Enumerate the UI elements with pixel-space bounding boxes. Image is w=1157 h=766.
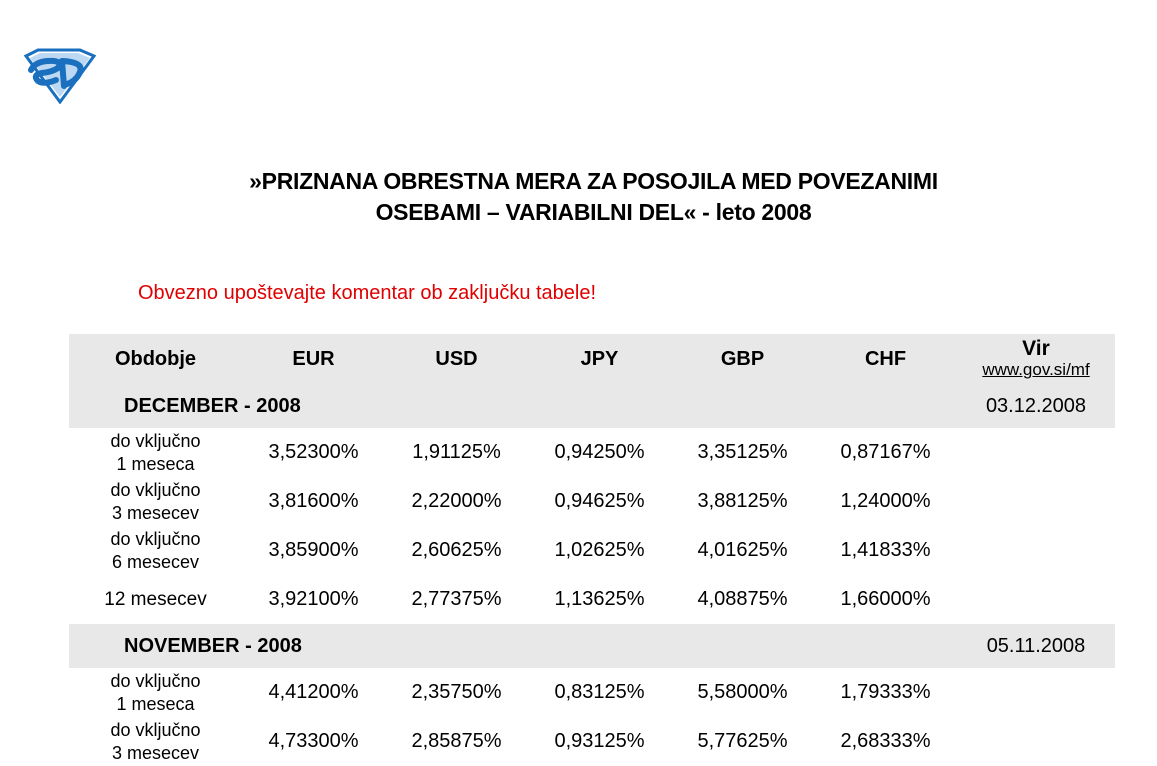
period-line: 1 meseca	[116, 693, 195, 714]
usd-cell: 2,60625%	[411, 539, 502, 561]
eur-cell: 3,52300%	[268, 441, 359, 463]
period-line: do vključno	[110, 479, 201, 500]
chf-cell: 0,87167%	[840, 441, 931, 463]
period-line: 3 mesecev	[111, 742, 200, 763]
source-cell	[957, 526, 1115, 575]
table-row	[69, 428, 1115, 477]
header-chf: CHF	[814, 334, 957, 384]
chf-cell: 1,41833%	[840, 539, 931, 561]
header-gbp: GBP	[671, 334, 814, 384]
period-cell	[69, 717, 242, 766]
eur-cell: 3,92100%	[268, 588, 359, 610]
eur-cell: 3,81600%	[268, 490, 359, 512]
table-row	[69, 575, 1115, 624]
logo-icon	[22, 48, 96, 104]
table-row	[69, 668, 1115, 717]
header-period: Obdobje	[69, 334, 242, 384]
jpy-cell: 0,93125%	[554, 730, 645, 752]
jpy-cell: 1,13625%	[554, 588, 645, 610]
table-row	[69, 717, 1115, 766]
header-usd: USD	[385, 334, 528, 384]
period-line: do vključno	[110, 719, 201, 740]
gbp-cell: 5,77625%	[697, 730, 788, 752]
month-name: NOVEMBER - 2008	[69, 624, 957, 668]
period-line: 3 mesecev	[111, 502, 200, 523]
gbp-cell: 3,88125%	[697, 490, 788, 512]
company-logo	[22, 48, 96, 104]
title-line-2: OSEBAMI – VARIABILNI DEL« - leto 2008	[375, 199, 812, 225]
source-cell	[957, 428, 1115, 477]
header-jpy: JPY	[528, 334, 671, 384]
chf-cell: 1,24000%	[840, 490, 931, 512]
gbp-cell: 3,35125%	[697, 441, 788, 463]
title-line-1: »PRIZNANA OBRESTNA MERA ZA POSOJILA MED POVEZANIMI	[249, 168, 938, 194]
jpy-cell: 1,02625%	[554, 539, 645, 561]
month-row-december	[69, 384, 1115, 428]
table-header-row	[69, 334, 1115, 384]
eur-cell: 4,73300%	[268, 730, 359, 752]
header-source	[957, 334, 1115, 384]
period-line: do vključno	[110, 528, 201, 549]
period-cell: 12 mesecev	[104, 589, 207, 610]
eur-cell: 3,85900%	[268, 539, 359, 561]
usd-cell: 2,22000%	[411, 490, 502, 512]
month-row-november	[69, 624, 1115, 668]
gbp-cell: 5,58000%	[697, 681, 788, 703]
gbp-cell: 4,08875%	[697, 588, 788, 610]
notice-text: Obvezno upoštevajte komentar ob zaključku tabele!	[138, 282, 597, 304]
period-line: do vključno	[110, 670, 201, 691]
header-source-label: Vir	[1022, 337, 1050, 360]
period-line: 6 mesecev	[111, 551, 200, 572]
usd-cell: 2,77375%	[411, 588, 502, 610]
table-row	[69, 477, 1115, 526]
period-cell	[69, 428, 242, 477]
month-date: 03.12.2008	[957, 384, 1115, 428]
jpy-cell: 0,83125%	[554, 681, 645, 703]
jpy-cell: 0,94250%	[554, 441, 645, 463]
chf-cell: 2,68333%	[840, 730, 931, 752]
month-date: 05.11.2008	[957, 624, 1115, 668]
table-row	[69, 526, 1115, 575]
source-cell	[957, 717, 1115, 766]
period-line: do vključno	[110, 430, 201, 451]
eur-cell: 4,41200%	[268, 681, 359, 703]
usd-cell: 2,85875%	[411, 730, 502, 752]
rates-table	[69, 334, 1115, 766]
source-cell	[957, 668, 1115, 717]
period-cell	[69, 477, 242, 526]
period-cell	[69, 668, 242, 717]
period-line: 1 meseca	[116, 453, 195, 474]
period-cell	[69, 526, 242, 575]
month-name: DECEMBER - 2008	[69, 384, 957, 428]
source-cell	[957, 477, 1115, 526]
gbp-cell: 4,01625%	[697, 539, 788, 561]
source-cell	[957, 575, 1115, 624]
jpy-cell: 0,94625%	[554, 490, 645, 512]
chf-cell: 1,66000%	[840, 588, 931, 610]
header-eur: EUR	[242, 334, 385, 384]
usd-cell: 1,91125%	[412, 441, 501, 463]
document-title	[0, 166, 1157, 228]
source-link[interactable]: www.gov.si/mf	[982, 360, 1090, 379]
usd-cell: 2,35750%	[411, 681, 502, 703]
chf-cell: 1,79333%	[840, 681, 931, 703]
